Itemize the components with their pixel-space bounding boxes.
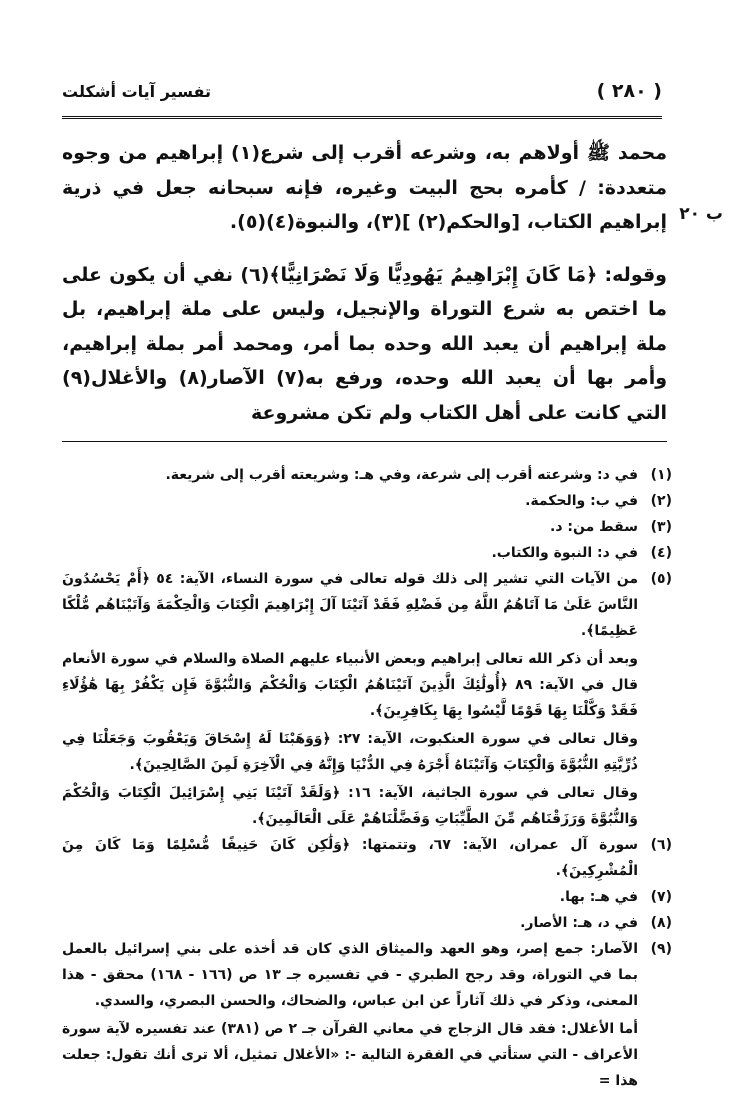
footnote-text: في د: وشرعته أقرب إلى شرعة، وفي هـ: وشريعته أقرب إلى شريعة.: [165, 467, 638, 483]
footnote-number: (٦): [650, 837, 672, 853]
main-paragraph: وقوله: ﴿مَا كَانَ إِبْرَاهِيمُ يَهُودِيًّا وَلَا نَصْرَانِيًّا﴾(٦) نفي أن يكون على ما اختص به شرع التوراة والإنجيل، وليس على ملة إبراهيم، بل ملة إبراهيم أن يعبد الله وحده بما أمر، ومحمد أمر بملة إبراهيم، وأمر بها أن يعبد الله وحده، ورفع به(٧) الآصار(٨) والأغلال(٩) التي كانت على أهل الكتاب ولم تكن مشروعة: [62, 263, 668, 424]
page-number: ( ٢٨٠ ): [596, 80, 662, 102]
page-header: [62, 78, 662, 122]
footnote: [62, 832, 672, 884]
footnote-number: (١): [650, 467, 672, 483]
footnote: [62, 910, 672, 936]
footnote-number: (٩): [650, 941, 672, 957]
footnote: [62, 936, 672, 1094]
footnote: [62, 540, 672, 566]
manuscript-folio-note: ب ٢٠: [679, 204, 723, 224]
footnote-text: الآصار: جمع إصر، وهو العهد والميثاق الذي كان قد أخذه على بني إسرائيل بالعمل بما في التوراة، وقد رجح الطبري - في تفسيره جـ ١٣ ص (١٦٦ - ١٦٨) محقق - هذا المعنى، وذكر في ذلك آثاراً عن ابن عباس، والضحاك، والحسن البصري، والسدي.: [62, 941, 638, 1009]
main-paragraph: محمد ﷺ أولاهم به، وشرعه أقرب إلى شرع(١) إبراهيم من وجوه متعددة: / كأمره بحج البيت وغيره، فإنه سبحانه جعل في ذرية إبراهيم الكتاب، [والحكم(٢) ](٣)، والنبوة(٤)(٥).: [62, 142, 667, 233]
footnote-text: في د، هـ: الأصار.: [520, 915, 638, 931]
footnote-number: (٧): [650, 889, 672, 905]
footnote-text: أما الأغلال: فقد قال الزجاج في معاني القرآن جـ ٢ ص (٣٨١) عند تفسيره لآية سورة الأعراف - التي ستأتي في الفقرة التالية -: «الأغلال تمثيل، ألا ترى أنك تقول: جعلت هذا =: [62, 1021, 638, 1089]
main-text: [62, 136, 667, 430]
footnote-text: في د: النبوة والكتاب.: [491, 545, 638, 561]
footnotes: [62, 462, 672, 1094]
footnote-text: وبعد أن ذكر الله تعالى إبراهيم وبعض الأنبياء عليهم الصلاة والسلام في سورة الأنعام قال في الآية: ٨٩ ﴿أُولَٰئِكَ الَّذِينَ آتَيْنَاهُمُ الْكِتَابَ وَالْحُكْمَ وَالنُّبُوَّةَ فَإِن يَكْفُرْ بِهَا هَٰؤُلَاءِ فَقَدْ وَكَّلْنَا بِهَا قَوْمًا لَّيْسُوا بِهَا بِكَافِرِينَ﴾.: [62, 651, 638, 719]
footnote-text: سقط من: د.: [550, 519, 638, 535]
header-rule: [62, 116, 662, 119]
footnote-text: وقال تعالى في سورة الجاثية، الآية: ١٦: ﴿وَلَقَدْ آتَيْنَا بَنِي إِسْرَائِيلَ الْكِتَابَ وَالْحُكْمَ وَالنُّبُوَّةَ وَرَزَقْنَاهُم مِّنَ الطَّيِّبَاتِ وَفَضَّلْنَاهُمْ عَلَى الْعَالَمِينَ﴾.: [62, 785, 639, 827]
footnote: [62, 514, 672, 540]
footnote: [62, 488, 672, 514]
footnote-number: (٣): [650, 519, 672, 535]
footnote-text: في ب: والحكمة.: [525, 493, 638, 509]
footnote-number: (٢): [650, 493, 672, 509]
footnote-text: سورة آل عمران، الآية: ٦٧، وتتمتها: ﴿وَلَٰكِن كَانَ حَنِيفًا مُّسْلِمًا وَمَا كَانَ مِنَ الْمُشْرِكِينَ﴾.: [62, 837, 638, 879]
footnote-text: في هـ: بها.: [559, 889, 638, 905]
footnote: [62, 566, 672, 832]
footnote-number: (٤): [650, 545, 672, 561]
running-title: تفسير آيات أشكلت: [62, 82, 211, 101]
footnote: [62, 462, 672, 488]
footnote-text: وقال تعالى في سورة العنكبوت، الآية: ٢٧: ﴿وَوَهَبْنَا لَهُ إِسْحَاقَ وَيَعْقُوبَ وَجَعَلْنَا فِي ذُرِّيَّتِهِ النُّبُوَّةَ وَالْكِتَابَ وَآتَيْنَاهُ أَجْرَهُ فِي الدُّنْيَا وَإِنَّهُ فِي الْآخِرَةِ لَمِنَ الصَّالِحِينَ﴾.: [62, 731, 638, 773]
footnote-rule: [62, 441, 667, 442]
footnote: [62, 884, 672, 910]
footnote-number: (٥): [650, 571, 672, 587]
footnote-text: من الآيات التي تشير إلى ذلك قوله تعالى في سورة النساء، الآية: ٥٤ ﴿أَمْ يَحْسُدُونَ النَّاسَ عَلَىٰ مَا آتَاهُمُ اللَّهُ مِن فَضْلِهِ فَقَدْ آتَيْنَا آلَ إِبْرَاهِيمَ الْكِتَابَ وَالْحِكْمَةَ وَآتَيْنَاهُم مُّلْكًا عَظِيمًا﴾.: [62, 571, 639, 639]
footnote-number: (٨): [650, 915, 672, 931]
